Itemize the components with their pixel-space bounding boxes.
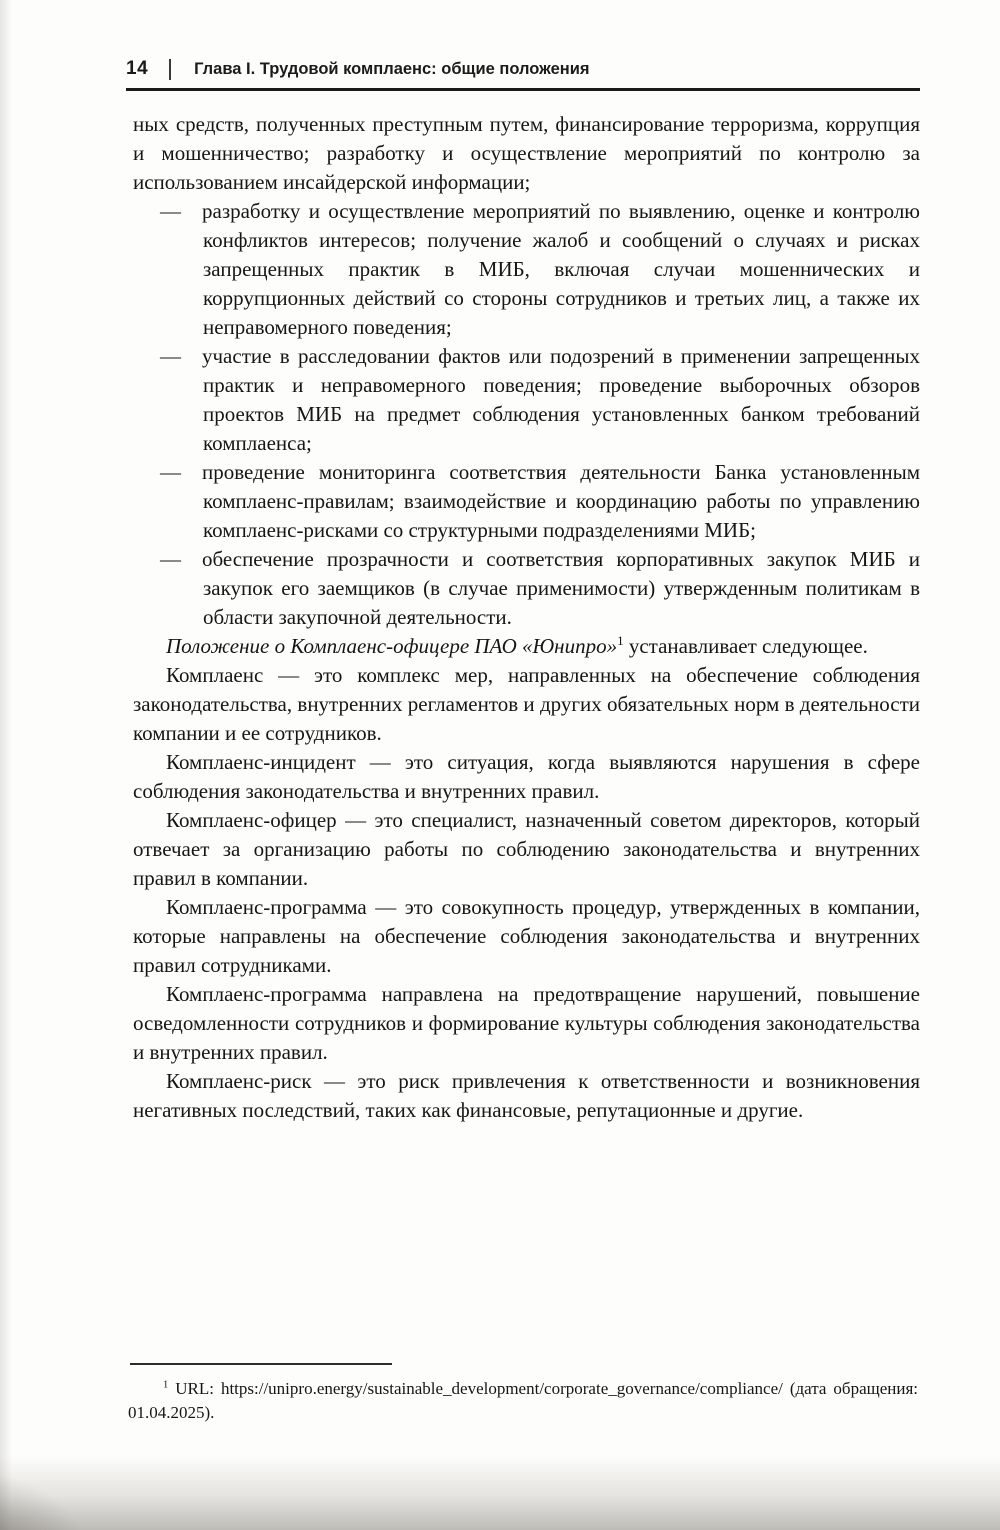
list-item xyxy=(133,458,920,545)
footnote xyxy=(128,1377,918,1424)
page-number: 14 xyxy=(126,58,149,79)
page-left-shadow xyxy=(0,0,12,1530)
list-item-text: обеспечение прозрачности и соответствия корпоративных закупок МИБ и закупок его заемщиков (в случае применимости) утвержденным политикам в области закупочной деятельности. xyxy=(202,547,920,629)
list-dash: — xyxy=(160,199,181,223)
list-dash: — xyxy=(160,460,181,484)
definition-paragraph: Комплаенс-риск — это риск привлечения к ответственности и возникновения негативных последствий, таких как финансовые, репутационные и другие. xyxy=(133,1069,920,1122)
list-item xyxy=(133,197,920,342)
definition-paragraph: Комплаенс-программа — это совокупность процедур, утвержденных в компании, которые направлены на обеспечение соблюдения законодательства и внутренних правил сотрудниками. xyxy=(133,895,920,977)
list-continuation-text: ных средств, полученных преступным путем, финансирование терроризма, коррупция и мошенничество; разработку и осуществление мероприятий по контролю за использованием инсайдерской информации; xyxy=(133,112,920,194)
header-rule xyxy=(126,88,920,91)
lead-italic-title: Положение о Комплаенс-офицере ПАО «Юнипро» xyxy=(166,634,618,658)
definition-paragraph: Комплаенс-офицер — это специалист, назначенный советом директоров, который отвечает за организацию работы по соблюдению законодательства и внутренних правил в компании. xyxy=(133,808,920,890)
page-bottom-shadow xyxy=(0,1455,1000,1530)
page-corner-shadow xyxy=(0,1470,90,1530)
page-header xyxy=(126,58,920,80)
page-body xyxy=(133,110,920,1125)
definition-paragraph: Комплаенс — это комплекс мер, направленных на обеспечение соблюдения законодательства, внутренних регламентов и других обязательных норм в деятельности компании и ее сотрудников. xyxy=(133,663,920,745)
header-divider xyxy=(169,59,171,80)
definition-paragraph: Комплаенс-программа направлена на предотвращение нарушений, повышение осведомленности сотрудников и формирование культуры соблюдения законодательства и внутренних правил. xyxy=(133,982,920,1064)
list-item-text: участие в расследовании фактов или подозрений в применении запрещенных практик и неправомерного поведения; проведение выборочных обзоров проектов МИБ на предмет соблюдения установленных банком требований комплаенса; xyxy=(202,344,920,455)
footnote-area xyxy=(128,1363,918,1424)
list-item-text: разработку и осуществление мероприятий по выявлению, оценке и контролю конфликтов интересов; получение жалоб и сообщений о случаях и рисках запрещенных практик в МИБ, включая случаи мошеннических и коррупционных действий со стороны сотрудников и третьих лиц, а также их неправомерного поведения; xyxy=(202,199,920,339)
footnote-rule xyxy=(130,1363,392,1365)
list-dash: — xyxy=(160,547,181,571)
lead-rest: устанавливает следующее. xyxy=(623,634,868,658)
list-dash: — xyxy=(160,344,181,368)
footnote-marker: 1 xyxy=(163,1379,169,1391)
lead-paragraph xyxy=(133,632,920,661)
chapter-title: Глава I. Трудовой комплаенс: общие положения xyxy=(194,59,590,78)
footnote-reference: 1 xyxy=(617,633,624,648)
footnote-text: URL: https://unipro.energy/sustainable_development/corporate_governance/compliance/ (дата обращения: 01.04.2025). xyxy=(128,1379,919,1422)
list-item xyxy=(133,342,920,458)
definition-paragraph: Комплаенс-инцидент — это ситуация, когда выявляются нарушения в сфере соблюдения законодательства и внутренних правил. xyxy=(133,750,920,803)
list-item xyxy=(133,545,920,632)
list-item-text: проведение мониторинга соответствия деятельности Банка установленным комплаенс-правилам; взаимодействие и координацию работы по управлению комплаенс-рисками со структурными подразделениями МИБ; xyxy=(202,460,920,542)
